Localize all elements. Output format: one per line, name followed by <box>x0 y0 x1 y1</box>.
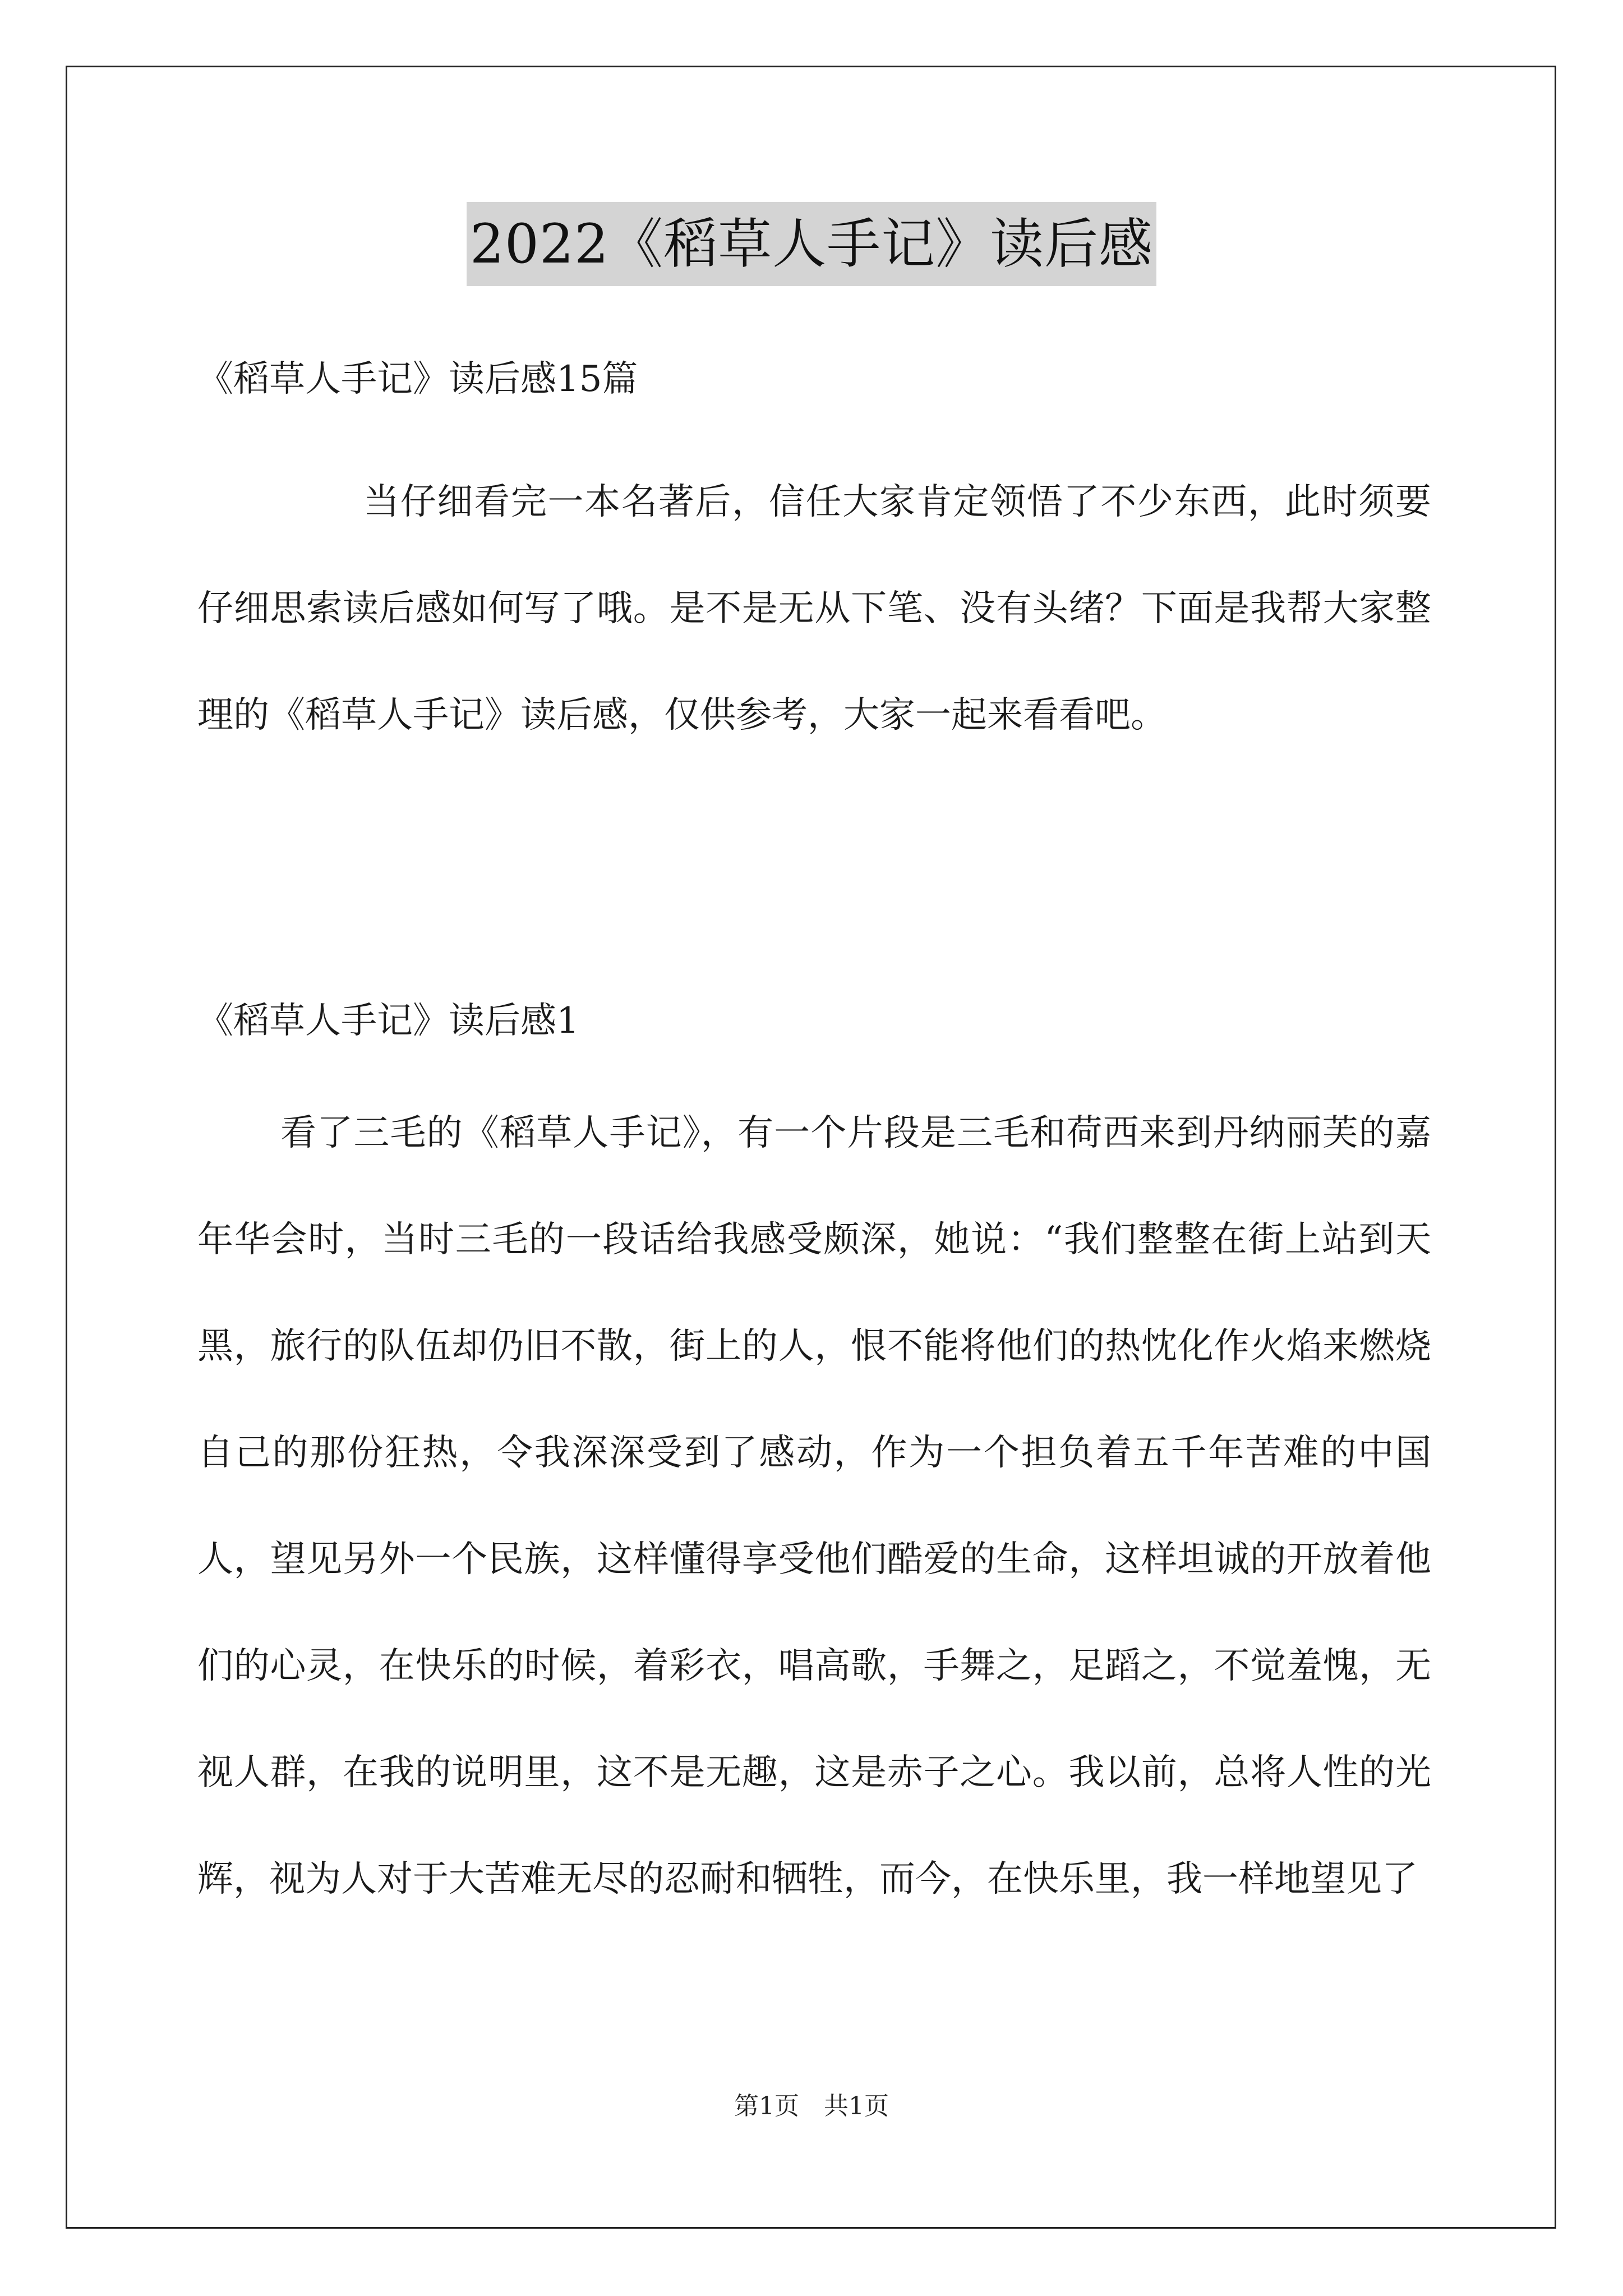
intro-heading: 《稻草人手记》读后感15篇 <box>197 358 638 400</box>
section-paragraph: 看了三毛的《稻草人手记》，有一个片段是三毛和荷西来到丹纳丽芙的嘉年华会时，当时三毛的一段话给我感受颇深，她说：“我们整整在街上站到天黑，旅行的队伍却仍旧不散，街上的人，恨不能将他们的热忱化作火焰来燃烧自己的那份狂热，令我深深受到了感动，作为一个担负着五千年苦难的中国人，望见另外一个民族，这样懂得享受他们酷爱的生命，这样坦诚的开放着他们的心灵，在快乐的时候，着彩衣，唱高歌，手舞之，足蹈之，不觉羞愧，无视人群，在我的说明里，这不是无趣，这是赤子之心。我以前，总将人性的光辉，视为人对于大苦难无尽的忍耐和牺牲，而今，在快乐里，我一样地望见了 <box>197 1112 1431 1900</box>
page-number: 第1页 <box>734 2092 799 2120</box>
section-heading: 《稻草人手记》读后感1 <box>197 1000 579 1042</box>
title-container <box>0 202 1623 286</box>
page-total: 共1页 <box>824 2092 889 2120</box>
intro-paragraph: 当仔细看完一本名著后，信任大家肯定领悟了不少东西，此时须要仔细思索读后感如何写了哦。是不是无从下笔、没有头绪？下面是我帮大家整理的《稻草人手记》读后感，仅供参考，大家一起来看看吧。 <box>197 481 1431 736</box>
page-footer <box>0 2087 1623 2126</box>
document-title: 2022《稻草人手记》读后感 <box>467 202 1156 286</box>
